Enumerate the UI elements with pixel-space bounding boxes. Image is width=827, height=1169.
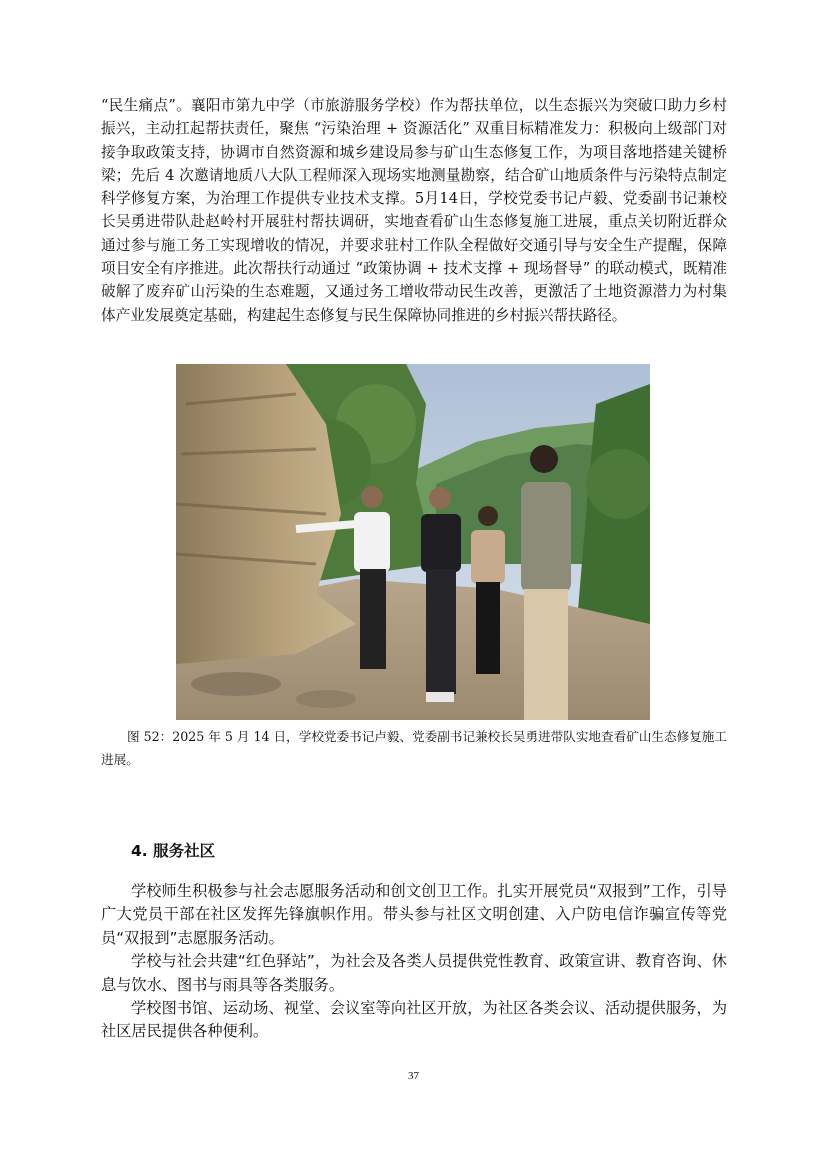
section-paragraph: 学校图书馆、运动场、视堂、会议室等向社区开放，为社区各类会议、活动提供服务，为社区居民提供各种便利。: [101, 999, 727, 1041]
section-paragraph: 学校与社会共建“红色驿站”，为社会及各类人员提供党性教育、政策宣讲、教育咨询、休息与饮水、图书与雨具等各类服务。: [101, 952, 727, 994]
section-body: [101, 880, 727, 1044]
intro-paragraph: “民生痛点”。襄阳市第九中学（市旅游服务学校）作为帮扶单位，以生态振兴为突破口助力乡村振兴，主动扛起帮扶责任，聚焦 “污染治理 + 资源活化” 双重目标精准发力：积极向上级部门对接争取政策支持，协调市自然资源和城乡建设局参与矿山生态修复工作，为项目落地搭建关键桥梁；先后 4 次邀请地质八大队工程师深入现场实地测量勘察，结合矿山地质条件与污染特点制定科学修复方案，为治理工作提供专业技术支撑。5月14日，学校党委书记卢毅、党委副书记兼校长吴勇进带队赴赵岭村开展驻村帮扶调研，实地查看矿山生态修复施工进展，重点关切附近群众通过参与施工务工实现增收的情况，并要求驻村工作队全程做好交通引导与安全生产提醒，保障项目安全有序推进。此次帮扶行动通过 “政策协调 + 技术支撑 + 现场督导” 的联动模式，既精准破解了废弃矿山污染的生态难题，又通过务工增收带动民生改善，更激活了土地资源潜力为村集体产业发展奠定基础，构建起生态修复与民生保障协同推进的乡村振兴帮扶路径。: [101, 97, 727, 324]
person-3-tan-shirt: [471, 506, 505, 674]
figure-caption: 图 52：2025 年 5 月 14 日，学校党委书记卢毅、党委副书记兼校长吴勇进带队实地查看矿山生态修复施工进展。: [101, 729, 727, 767]
site-inspection-photo: [176, 364, 650, 720]
section-heading: 4. 服务社区: [131, 842, 216, 860]
section-paragraph: 学校师生积极参与社会志愿服务活动和创文创卫工作。扎实开展党员“双报到”工作，引导广大党员干部在社区发挥先锋旗帜作用。带头参与社区文明创建、入户防电信诈骗宣传等党员“双报到”志愿服务活动。: [101, 882, 727, 947]
page-number: 37: [408, 1070, 419, 1082]
person-2-black-shirt: [421, 487, 461, 702]
person-4-olive-shirt: [521, 445, 571, 720]
